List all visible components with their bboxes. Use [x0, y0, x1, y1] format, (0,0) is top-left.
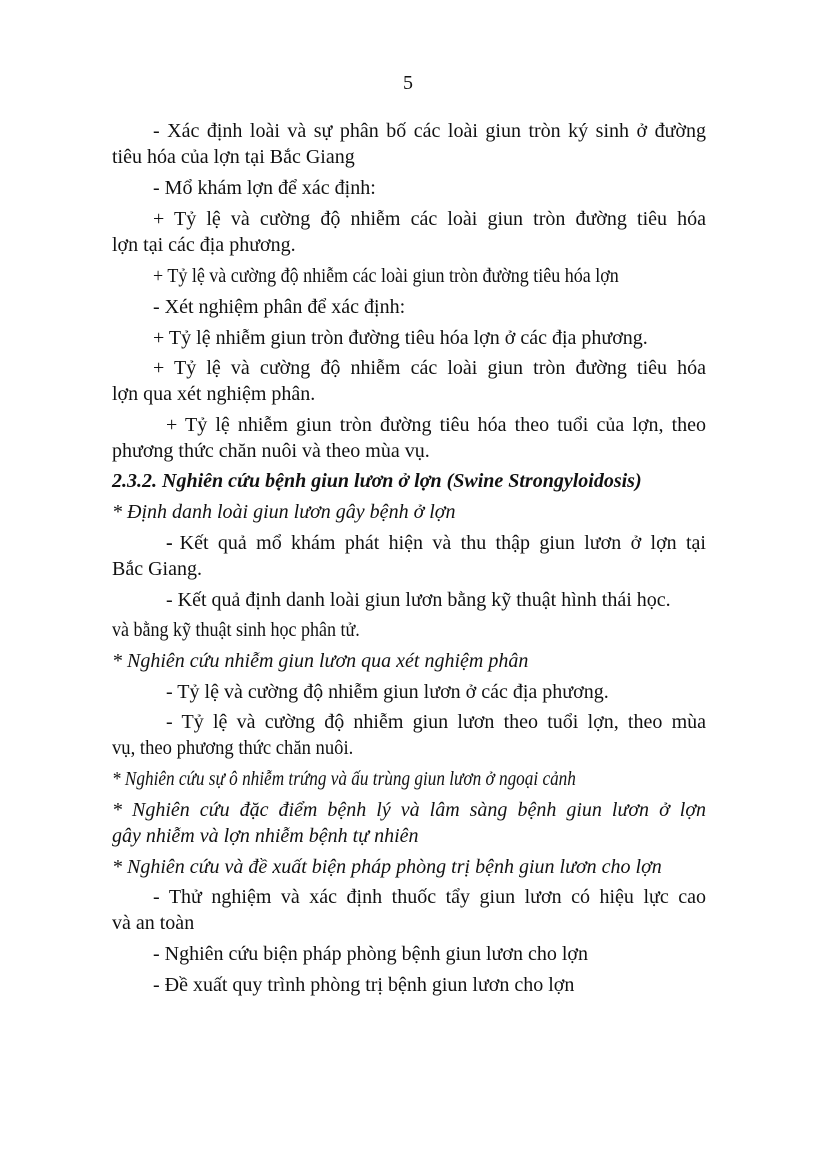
- subheading-pathology-clinical: * Nghiên cứu đặc điểm bệnh lý và lâm sàng bệnh giun lươn ở lợn: [112, 799, 706, 821]
- subheading-environment-contamination: [112, 766, 651, 792]
- line-fecal-heading: - Xét nghiệm phân để xác định:: [153, 296, 406, 318]
- line-strongyloides-age-cont-text: vụ, theo phương thức chăn nuôi.: [112, 737, 354, 759]
- subheading-fecal-study: * Nghiên cứu nhiễm giun lươn qua xét nghiệm phân: [112, 650, 529, 672]
- line-fecal-rate-age-cont: phương thức chăn nuôi và theo mùa vụ.: [112, 440, 430, 462]
- line-necropsy-results-text: Kết quả mổ khám phát hiện và thu thập giun lươn ở lợn tại: [179, 532, 706, 554]
- line-fecal-rate-local: + Tỷ lệ nhiễm giun tròn đường tiêu hóa lợn ở các địa phương.: [153, 327, 648, 349]
- line-prevention-measures: - Nghiên cứu biện pháp phòng bệnh giun lươn cho lợn: [153, 943, 588, 965]
- line-strongyloides-age: - Tỷ lệ và cường độ nhiễm giun lươn theo tuổi lợn, theo mùa: [166, 711, 706, 733]
- line-molecular-results: [112, 617, 387, 643]
- line-species-distribution-cont: tiêu hóa của lợn tại Bắc Giang: [112, 146, 355, 168]
- line-treatment-procedure: - Đề xuất quy trình phòng trị bệnh giun lươn cho lợn: [153, 974, 575, 996]
- line-fecal-rate-intensity-cont: lợn qua xét nghiệm phân.: [112, 383, 316, 405]
- line-strongyloides-age-cont: [112, 735, 371, 761]
- line-necropsy-rate-local: + Tỷ lệ và cường độ nhiễm các loài giun tròn đường tiêu hóa: [153, 208, 706, 230]
- line-molecular-results-text: và bằng kỹ thuật sinh học phân tử.: [112, 619, 360, 641]
- page-number: 5: [403, 72, 413, 94]
- line-fecal-rate-age: + Tỷ lệ nhiễm giun tròn đường tiêu hóa theo tuổi của lợn, theo: [166, 414, 706, 436]
- line-drug-trial: - Thử nghiệm và xác định thuốc tẩy giun lươn có hiệu lực cao: [153, 886, 706, 908]
- line-necropsy-results: [166, 530, 706, 556]
- line-necropsy-rate-local-cont: lợn tại các địa phương.: [112, 234, 296, 256]
- subheading-pathology-clinical-cont: gây nhiễm và lợn nhiễm bệnh tự nhiên: [112, 825, 419, 847]
- line-strongyloides-local: - Tỷ lệ và cường độ nhiễm giun lươn ở các địa phương.: [166, 681, 609, 703]
- section-heading-2-3-2: 2.3.2. Nghiên cứu bệnh giun lươn ở lợn (Swine Strongyloidosis): [112, 470, 642, 492]
- line-necropsy-heading: - Mổ khám lợn để xác định:: [153, 177, 376, 199]
- line-fecal-rate-intensity: + Tỷ lệ và cường độ nhiễm các loài giun tròn đường tiêu hóa: [153, 357, 706, 379]
- subheading-prevention-treatment: * Nghiên cứu và đề xuất biện pháp phòng trị bệnh giun lươn cho lợn: [112, 856, 662, 878]
- line-species-distribution: - Xác định loài và sự phân bố các loài giun tròn ký sinh ở đường: [153, 120, 706, 142]
- line-necropsy-rate-pig: [153, 263, 671, 289]
- line-necropsy-results-dash: -: [166, 532, 173, 554]
- subheading-species-identification: * Định danh loài giun lươn gây bệnh ở lợn: [112, 501, 456, 523]
- line-necropsy-rate-pig-text: + Tỷ lệ và cường độ nhiễm các loài giun tròn đường tiêu hóa lợn: [153, 265, 619, 287]
- line-drug-trial-cont: và an toàn: [112, 912, 195, 934]
- line-necropsy-results-cont: Bắc Giang.: [112, 558, 202, 580]
- subheading-environment-contamination-text: * Nghiên cứu sự ô nhiễm trứng và ấu trùng giun lươn ở ngoại cảnh: [112, 768, 576, 790]
- line-morphology-results: - Kết quả định danh loài giun lươn bằng kỹ thuật hình thái học.: [166, 589, 671, 611]
